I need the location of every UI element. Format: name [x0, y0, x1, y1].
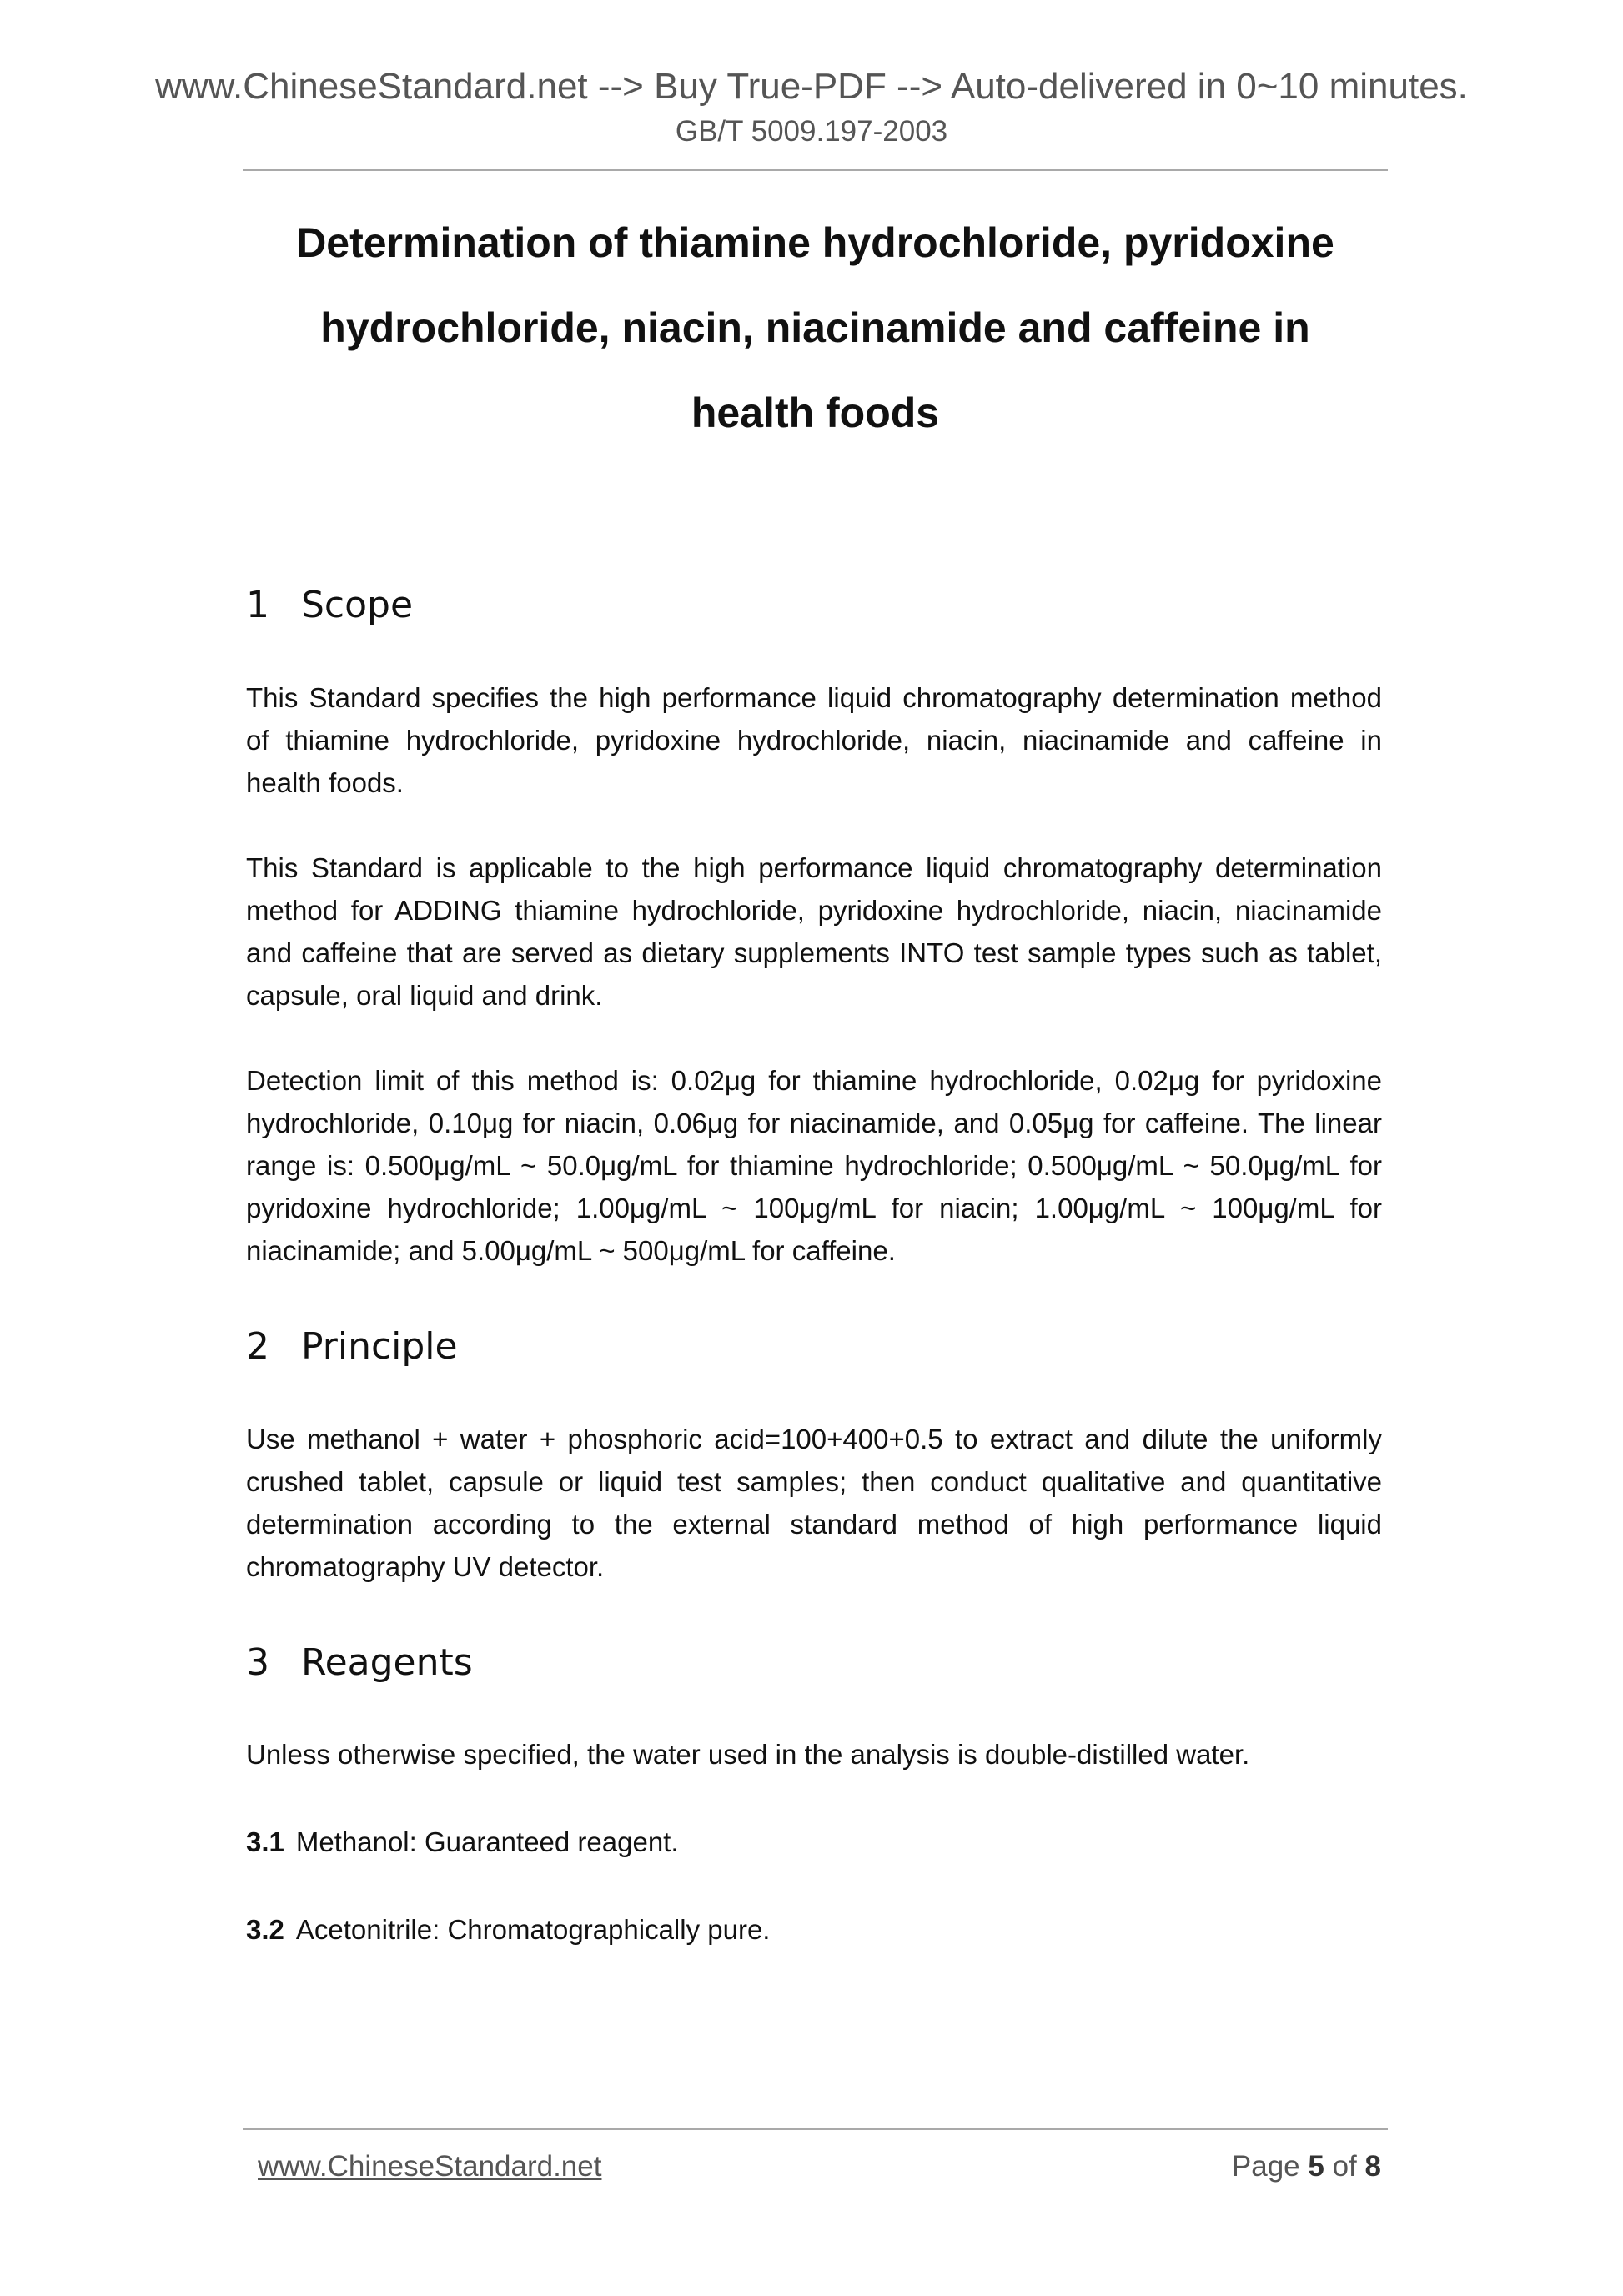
- footer-divider: [243, 2128, 1388, 2130]
- clause-text: Methanol: Guaranteed reagent.: [295, 1826, 679, 1858]
- reagent-clause-3-2: [246, 1908, 1382, 1951]
- principle-paragraph-1: Use methanol + water + phosphoric acid=100+400+0.5 to extract and dilute the uniformly crushed tablet, capsule or liquid test samples; then conduct qualitative and quantitative determination according to the external standard method of high performance liquid chromatography UV detector.: [246, 1423, 1382, 1582]
- header-divider: [243, 169, 1388, 171]
- title-line-3: health foods: [691, 389, 940, 436]
- clause-text: Acetonitrile: Chromatographically pure.: [295, 1914, 771, 1946]
- section-number: 1: [246, 584, 269, 626]
- section-number: 3: [246, 1640, 269, 1684]
- section-reagents-heading: [246, 1641, 1382, 1686]
- standard-code: GB/T 5009.197-2003: [675, 115, 948, 148]
- page-current: 5: [1308, 2150, 1324, 2183]
- footer-site-link[interactable]: www.ChineseStandard.net: [258, 2150, 602, 2183]
- scope-paragraph-3: Detection limit of this method is: 0.02μg for thiamine hydrochloride, 0.02μg for pyridoxine hydrochloride, 0.10μg for niacin, 0.06μg for niacinamide, and 0.05μg for caffeine. The linear range is: 0.500μg/mL ~ 50.0μg/mL for thiamine hydrochloride; 0.500μg/mL ~ 50.0μg/mL for pyridoxine hydrochloride; 1.00μg/mL ~ 100μg/mL for niacin; 1.00μg/mL ~ 100μg/mL for niacinamide; and 5.00μg/mL ~ 500μg/mL for caffeine.: [246, 1064, 1382, 1266]
- page-of: of: [1332, 2150, 1357, 2183]
- reagent-clause-3-1: [246, 1821, 1382, 1863]
- page-total: 8: [1364, 2150, 1381, 2183]
- title-line-2: hydrochloride, niacin, niacinamide and caffeine in: [320, 304, 1310, 351]
- section-scope-heading: [246, 584, 1382, 628]
- section-title: Principle: [301, 1324, 458, 1368]
- scope-paragraph-1: This Standard specifies the high performance liquid chromatography determination method of thiamine hydrochloride, pyridoxine hydrochloride, niacin, niacinamide and caffeine in health foods.: [246, 681, 1382, 798]
- scope-paragraph-2: This Standard is applicable to the high performance liquid chromatography determination method for ADDING thiamine hydrochloride, pyridoxine hydrochloride, niacin, niacinamide and caffeine that are served as dietary supplements INTO test sample types such as tablet, capsule, oral liquid and drink.: [246, 852, 1382, 1011]
- document-title: [243, 200, 1388, 455]
- section-title: Scope: [301, 584, 414, 626]
- reagents-paragraph-1: Unless otherwise specified, the water used in the analysis is double-distilled water.: [246, 1739, 1250, 1771]
- document-body: [246, 584, 1382, 1951]
- clause-number: 3.2: [246, 1914, 284, 1946]
- section-title: Reagents: [301, 1640, 473, 1684]
- page-prefix: Page: [1231, 2150, 1300, 2183]
- top-banner: www.ChineseStandard.net --> Buy True-PDF --> Auto-delivered in 0~10 minutes.: [155, 66, 1468, 107]
- section-number: 2: [246, 1324, 269, 1368]
- page-indicator: [1232, 2150, 1381, 2183]
- clause-number: 3.1: [246, 1826, 284, 1858]
- title-line-1: Determination of thiamine hydrochloride, pyridoxine: [296, 219, 1334, 266]
- section-principle-heading: [246, 1325, 1382, 1369]
